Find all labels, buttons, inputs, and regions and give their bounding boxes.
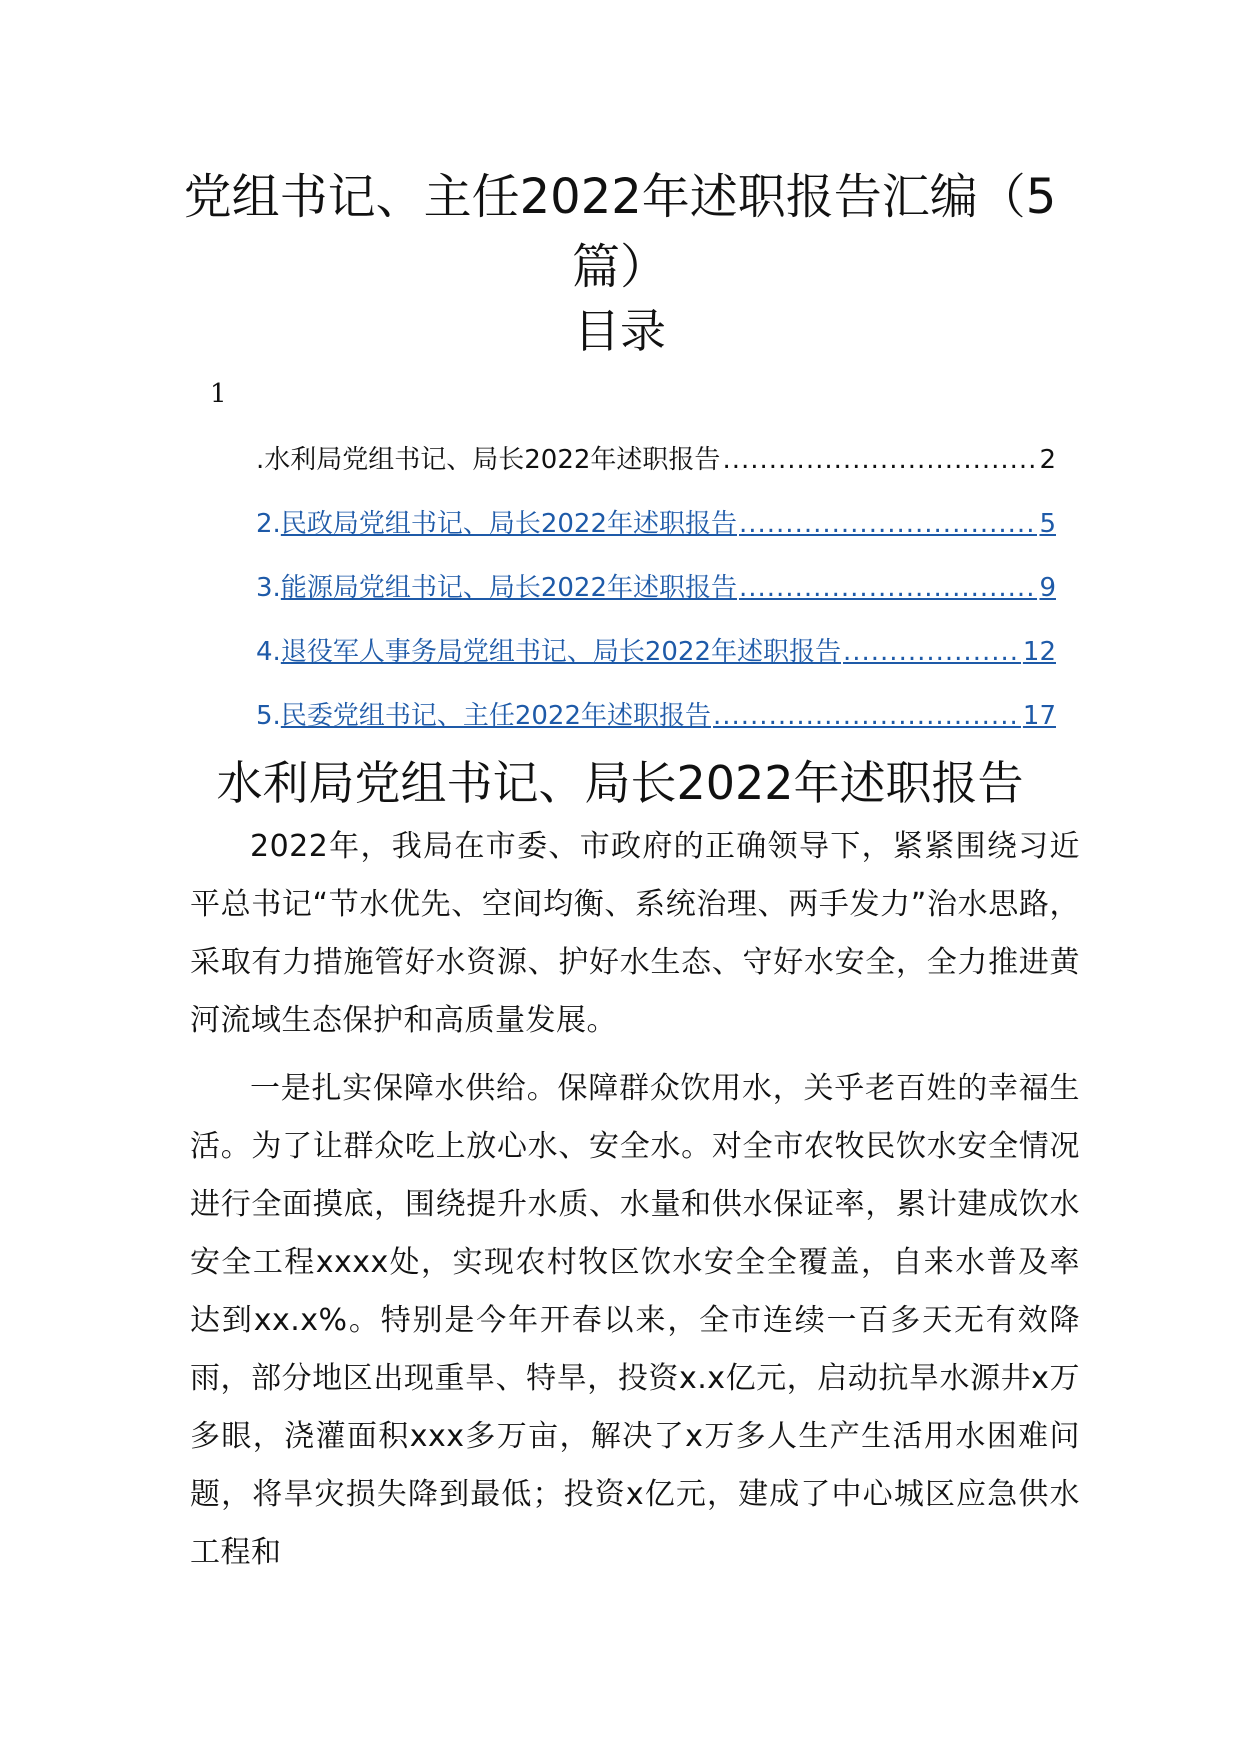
toc-item-number: 4.	[256, 637, 281, 667]
toc-item-label: 水利局党组书记、局长2022年述职报告	[264, 445, 721, 475]
toc-item-link[interactable]: 退役军人事务局党组书记、局长2022年述职报告	[280, 637, 841, 667]
toc-leader-dots	[739, 568, 1037, 608]
toc-item-page[interactable]: 17	[1022, 701, 1056, 731]
toc-heading: 目录	[574, 304, 666, 358]
toc-item-link[interactable]: 能源局党组书记、局长2022年述职报告	[280, 573, 737, 603]
toc-leader-dots	[713, 696, 1021, 736]
toc-item-1[interactable]	[256, 440, 1056, 504]
toc-item-number: 5.	[256, 701, 281, 731]
table-of-contents	[256, 440, 1056, 760]
toc-item-number: .	[256, 445, 265, 475]
toc-item-number: 3.	[256, 573, 281, 603]
document-title-line-1: 党组书记、主任2022年述职报告汇编（5	[183, 169, 1057, 225]
toc-leader-dots	[739, 504, 1037, 544]
toc-leader-dots	[722, 440, 1037, 480]
toc-item-page[interactable]: 12	[1022, 637, 1056, 667]
toc-leader-dots	[843, 632, 1021, 672]
section-title: 水利局党组书记、局长2022年述职报告	[216, 756, 1024, 810]
toc-item-2[interactable]	[256, 504, 1056, 568]
toc-item-3[interactable]	[256, 568, 1056, 632]
toc-marker: 1	[210, 379, 227, 409]
toc-item-page[interactable]: 9	[1039, 573, 1056, 603]
toc-item-number: 2.	[256, 509, 281, 539]
body-paragraph-1: 2022年，我局在市委、市政府的正确领导下，紧紧围绕习近平总书记“节水优先、空间均衡、系统治理、两手发力”治水思路，采取有力措施管好水资源、护好水生态、守好水安全，全力推进黄河流域生态保护和高质量发展。	[190, 829, 1080, 1038]
section-body	[190, 818, 1080, 1592]
toc-item-4[interactable]	[256, 632, 1056, 696]
document-title-line-2: 篇）	[571, 239, 668, 295]
toc-item-link[interactable]: 民委党组书记、主任2022年述职报告	[280, 701, 711, 731]
body-paragraph-2: 一是扎实保障水供给。保障群众饮用水，关乎老百姓的幸福生活。为了让群众吃上放心水、安全水。对全市农牧民饮水安全情况进行全面摸底，围绕提升水质、水量和供水保证率，累计建成饮水安全工程xxxx处，实现农村牧区饮水安全全覆盖，自来水普及率达到xx.x%。特别是今年开春以来，全市连续一百多天无有效降雨，部分地区出现重旱、特旱，投资x.x亿元，启动抗旱水源井x万多眼，浇灌面积xxx多万亩，解决了x万多人生产生活用水困难问题，将旱灾损失降到最低；投资x亿元，建成了中心城区应急供水工程和	[190, 1071, 1080, 1570]
toc-item-page: 2	[1039, 445, 1056, 475]
toc-item-link[interactable]: 民政局党组书记、局长2022年述职报告	[280, 509, 737, 539]
toc-item-page[interactable]: 5	[1039, 509, 1056, 539]
